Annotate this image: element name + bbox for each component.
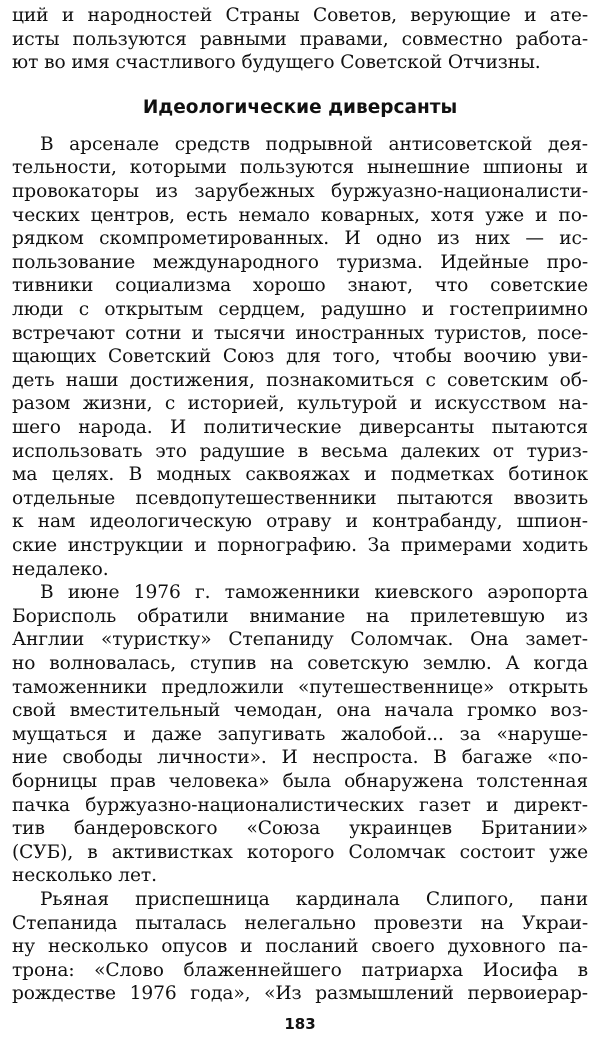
text-line: рядком скомпрометированных. И одно из них — ис- bbox=[12, 228, 588, 250]
text-line: (СУБ), в активистках которого Соломчак состоит уже bbox=[12, 841, 588, 863]
text-line: тельности, которыми пользуются нынешние шпионы и bbox=[12, 157, 588, 179]
text-line: рождестве 1976 года», «Из размышлений первоиерар- bbox=[12, 983, 588, 1005]
text-line: люди с открытым сердцем, радушно и гостеприимно bbox=[12, 299, 588, 320]
text-line: использовать это радушие в весьма далеких от туриз- bbox=[12, 440, 588, 462]
text-line: ма целях. В модных саквояжах и подметках ботинок bbox=[12, 464, 588, 486]
text-line: ские инструкции и порнографию. За примерами ходить bbox=[12, 535, 588, 556]
text-line: трона: «Слово блаженнейшего патриарха Иосифа в bbox=[12, 959, 588, 981]
text-line: провокаторы из зарубежных буржуазно-националисти- bbox=[12, 181, 588, 202]
text-line: свой вместительный чемодан, она начала громко воз- bbox=[12, 700, 588, 722]
text-line: несколько лет. bbox=[12, 865, 157, 887]
text-line: Англии «туристку» Степаниду Соломчак. Она замет- bbox=[12, 629, 588, 651]
text-line: но волновалась, ступив на советскую землю. А когда bbox=[12, 653, 588, 674]
text-line: шего народа. И политические диверсанты пытаются bbox=[12, 417, 588, 438]
text-line: ну несколько опусов и посланий своего духовного па- bbox=[12, 936, 588, 958]
text-line: деть наши достижения, познакомиться с советским об- bbox=[12, 369, 588, 391]
text-line: пачка буржуазно-националистических газет и директ- bbox=[12, 794, 588, 816]
text-line: исты пользуются равными правами, совместно работа- bbox=[12, 28, 588, 50]
text-line: ние свободы личности». И неспроста. В багаже «по- bbox=[12, 747, 588, 769]
text-line: недалеко. bbox=[12, 558, 109, 580]
text-line: В июне 1976 г. таможенники киевского аэропорта bbox=[40, 582, 588, 604]
text-line: отдельные псевдопутешественники пытаются ввозить bbox=[12, 487, 588, 509]
text-line: тивники социализма хорошо знают, что советские bbox=[12, 275, 588, 297]
text-line: Степанида пыталась нелегально провезти на Украи- bbox=[12, 912, 588, 934]
text-line: мущаться и даже запугивать жалобой... за «наруше- bbox=[12, 723, 588, 745]
section-title: Идеологические диверсанты bbox=[142, 96, 458, 118]
text-line: В арсенале средств подрывной антисоветской дея- bbox=[40, 133, 588, 155]
text-line: тив бандеровского «Союза украинцев Британии» bbox=[12, 818, 588, 840]
text-line: ций и народностей Страны Советов, верующие и ате- bbox=[12, 5, 588, 26]
text-line: к нам идеологическую отраву и контрабанду, шпион- bbox=[12, 511, 588, 533]
text-line: пользование международного туризма. Идейные про- bbox=[12, 251, 588, 273]
text-line: встречают сотни и тысячи иностранных туристов, посе- bbox=[12, 322, 588, 344]
page-number: 183 bbox=[284, 1015, 316, 1033]
text-line: таможенники предложили «путешественнице» открыть bbox=[12, 676, 588, 698]
text-line: Борисполь обратили внимание на прилетевшую из bbox=[12, 605, 588, 627]
text-line: ческих центров, есть немало коварных, хотя уже и по- bbox=[12, 204, 588, 226]
text-line: разом жизни, с историей, культурой и искусством на- bbox=[12, 393, 588, 415]
text-line: Рьяная приспешница кардинала Слипого, пани bbox=[40, 889, 588, 910]
text-line: ют во имя счастливого будущего Советской Отчизны. bbox=[12, 52, 541, 74]
text-line: борницы прав человека» была обнаружена толстенная bbox=[12, 771, 588, 792]
text-line: щающих Советский Союз для того, чтобы воочию уви- bbox=[12, 346, 588, 368]
